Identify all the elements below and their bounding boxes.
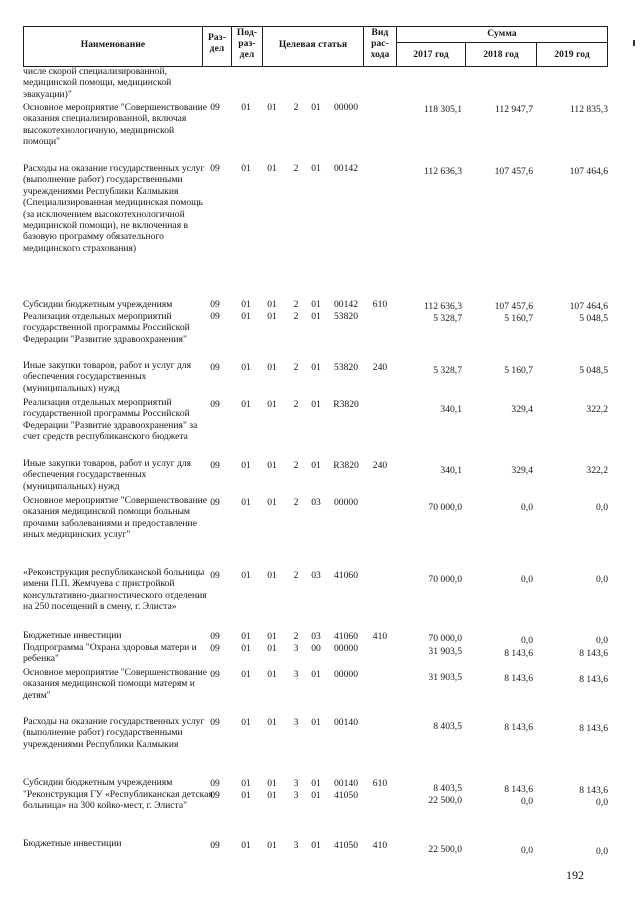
row-9-target-1: 01: [267, 570, 277, 581]
row-8-razdel: 09: [210, 497, 220, 508]
row-4-sum-2017: 5 328,7: [433, 313, 462, 324]
row-13-podrazdel: 01: [241, 717, 251, 728]
row-14-target-4: 00140: [334, 778, 358, 789]
row-3-target-2: 2: [293, 299, 299, 310]
row-13-target-2: 3: [293, 717, 299, 728]
row-8-sum-2019: 0,0: [596, 502, 608, 513]
row-5-target-3: 01: [311, 362, 321, 373]
row-3-target-3: 01: [311, 299, 321, 310]
row-7-name: Иные закупки товаров, работ и услуг для обеспечения государственных (муниципальных) нужд: [23, 458, 192, 492]
row-16-name: Бюджетные инвестиции: [23, 838, 122, 849]
row-12-target-3: 01: [311, 669, 321, 680]
header-name: Наименование: [80, 40, 146, 50]
row-2-sum-2017: 112 636,3: [423, 166, 462, 177]
row-6-target-2: 2: [293, 399, 299, 410]
row-16-vid: 410: [372, 840, 388, 851]
row-6-name: Реализация отдельных мероприятий государственной программы Российской Федерации "Развитие здравоохранения" за счет средств республиканского бюджета: [23, 397, 198, 443]
row-13-sum-2017: 8 403,5: [433, 721, 462, 732]
row-10-razdel: 09: [210, 631, 220, 642]
row-9-sum-2018: 0,0: [521, 574, 533, 585]
row-10-name: Бюджетные инвестиции: [23, 630, 122, 641]
row-7-target-3: 01: [311, 460, 321, 471]
row-2-razdel: 09: [210, 163, 220, 174]
row-7-podrazdel: 01: [241, 460, 251, 471]
row-4-razdel: 09: [210, 311, 220, 322]
row-15-sum-2017: 22 500,0: [428, 795, 462, 806]
row-6-target-4: R3820: [333, 399, 359, 410]
row-15-razdel: 09: [210, 790, 220, 801]
header-podrazdel: [232, 28, 262, 61]
row-4-sum-2018: 5 160,7: [504, 313, 533, 324]
row-13-target-1: 01: [267, 717, 277, 728]
row-6-target-1: 01: [267, 399, 277, 410]
row-1-podrazdel: 01: [241, 102, 251, 113]
row-5-sum-2018: 5 160,7: [504, 365, 533, 376]
row-5-sum-2019: 5 048,5: [579, 365, 608, 376]
row-14-target-1: 01: [267, 778, 277, 789]
row-3-target-4: 00142: [334, 299, 358, 310]
row-6-podrazdel: 01: [241, 399, 251, 410]
row-8-name: Основное мероприятие "Совершенствование оказания медицинской помощи больным прочими заболеваниями и предоставление иных медицинских услуг": [23, 495, 208, 541]
row-4-target-3: 01: [311, 311, 321, 322]
row-5-name: Иные закупки товаров, работ и услуг для обеспечения государственных (муниципальных) нужд: [23, 360, 192, 394]
row-11-target-2: 3: [293, 643, 299, 654]
row-10-sum-2018: 0,0: [521, 635, 533, 646]
row-14-sum-2018: 8 143,6: [504, 784, 533, 795]
row-2-target-1: 01: [267, 163, 277, 174]
header-target: Целевая статья: [278, 40, 348, 50]
row-5-target-1: 01: [267, 362, 277, 373]
row-13-target-3: 01: [311, 717, 321, 728]
row-10-sum-2017: 70 000,0: [428, 633, 462, 644]
row-13-target-4: 00140: [334, 717, 358, 728]
row-4-target-1: 01: [267, 311, 277, 322]
row-11-podrazdel: 01: [241, 643, 251, 654]
row-5-target-4: 53820: [334, 362, 358, 373]
row-12-podrazdel: 01: [241, 669, 251, 680]
row-14-podrazdel: 01: [241, 778, 251, 789]
row-12-sum-2017: 31 903,5: [428, 672, 462, 683]
row-16-target-1: 01: [267, 840, 277, 851]
row-3-razdel: 09: [210, 299, 220, 310]
row-11-sum-2017: 31 903,5: [428, 646, 462, 657]
row-10-target-3: 03: [311, 631, 321, 642]
header-top-rule: [23, 26, 608, 27]
row-7-razdel: 09: [210, 460, 220, 471]
row-1-sum-2018: 112 947,7: [494, 104, 533, 115]
row-4-target-2: 2: [293, 311, 299, 322]
row-5-podrazdel: 01: [241, 362, 251, 373]
row-4-podrazdel: 01: [241, 311, 251, 322]
row-5-vid: 240: [372, 362, 388, 373]
row-7-target-1: 01: [267, 460, 277, 471]
row-6-razdel: 09: [210, 399, 220, 410]
row-14-razdel: 09: [210, 778, 220, 789]
row-12-target-1: 01: [267, 669, 277, 680]
table-header: [0, 0, 640, 70]
row-12-razdel: 09: [210, 669, 220, 680]
row-14-vid: 610: [372, 778, 388, 789]
header-podrazdel-line-1: Под-: [236, 28, 258, 38]
scan-edge-mark: [633, 40, 635, 46]
row-2-target-3: 01: [311, 163, 321, 174]
row-8-sum-2017: 70 000,0: [428, 502, 462, 513]
row-16-podrazdel: 01: [241, 840, 251, 851]
row-2-sum-2019: 107 464,6: [569, 166, 608, 177]
row-7-sum-2019: 322,2: [586, 465, 608, 476]
row-16-target-2: 3: [293, 840, 299, 851]
row-0-name: числе скорой специализированной, медицинской помощи, медицинской эвакуации)": [23, 66, 172, 100]
header-podrazdel-line-2: раз-: [238, 39, 256, 49]
row-9-sum-2019: 0,0: [596, 574, 608, 585]
row-3-vid: 610: [372, 299, 388, 310]
row-11-target-1: 01: [267, 643, 277, 654]
row-9-target-2: 2: [293, 570, 299, 581]
row-9-target-4: 41060: [334, 570, 358, 581]
row-2-target-2: 2: [293, 163, 299, 174]
row-11-sum-2019: 8 143,6: [579, 648, 608, 659]
row-5-target-2: 2: [293, 362, 299, 373]
row-14-target-3: 01: [311, 778, 321, 789]
row-2-podrazdel: 01: [241, 163, 251, 174]
row-12-sum-2019: 8 143,6: [579, 674, 608, 685]
row-7-sum-2018: 329,4: [511, 465, 533, 476]
row-8-target-2: 2: [293, 497, 299, 508]
row-13-name: Расходы на оказание государственных услуг (выполнение работ) государственными учреждениями Республики Калмыкия: [23, 716, 205, 750]
row-4-sum-2019: 5 048,5: [579, 313, 608, 324]
row-6-target-3: 01: [311, 399, 321, 410]
row-11-name: Подпрограмма "Охрана здоровья матери и ребенка": [23, 642, 197, 665]
row-12-target-4: 00000: [334, 669, 358, 680]
row-3-target-1: 01: [267, 299, 277, 310]
row-15-podrazdel: 01: [241, 790, 251, 801]
header-vid-line-1: Вид: [371, 28, 389, 38]
row-15-sum-2018: 0,0: [521, 796, 533, 807]
row-6-sum-2019: 322,2: [586, 404, 608, 415]
row-3-sum-2019: 107 464,6: [569, 301, 608, 312]
row-9-name: «Реконструкция республиканской больницы имени П.П. Жемчуева с пристройкой консультативно-диагностического отделения на 250 посещений в смену, г. Элиста»: [23, 567, 207, 613]
row-3-podrazdel: 01: [241, 299, 251, 310]
row-13-sum-2018: 8 143,6: [504, 722, 533, 733]
row-12-name: Основное мероприятие "Совершенствование оказания медицинской помощи матерям и детям": [23, 667, 208, 701]
row-7-sum-2017: 340,1: [440, 465, 462, 476]
header-podrazdel-line-3: дел: [239, 50, 255, 60]
row-6-sum-2017: 340,1: [440, 404, 462, 415]
row-3-sum-2018: 107 457,6: [494, 301, 533, 312]
row-7-vid: 240: [372, 460, 388, 471]
row-16-target-3: 01: [311, 840, 321, 851]
row-16-target-4: 41050: [334, 840, 358, 851]
row-16-sum-2018: 0,0: [521, 845, 533, 856]
header-razdel-line-2: дел: [209, 44, 225, 54]
row-10-target-4: 41060: [334, 631, 358, 642]
row-3-name: Субсидии бюджетным учреждениям: [23, 299, 173, 310]
row-5-razdel: 09: [210, 362, 220, 373]
row-2-target-4: 00142: [334, 163, 358, 174]
row-3-sum-2017: 112 636,3: [423, 301, 462, 312]
row-2-name: Расходы на оказание государственных услуг (выполнение работ) государственными учреждениями Республики Калмыкия (Специализированная медицинская помощь (за исключением высокотехнологичной медицинской помощи), не включенная в базовую программу обязательного медицинского страхования): [23, 163, 205, 254]
row-15-name: "Реконструкция ГУ «Республиканская детская больница» на 300 койко-мест, г. Элиста": [23, 789, 213, 812]
row-1-target-2: 2: [293, 102, 299, 113]
header-rule-right: [607, 26, 608, 67]
row-4-target-4: 53820: [334, 311, 358, 322]
row-10-target-1: 01: [267, 631, 277, 642]
row-14-target-2: 3: [293, 778, 299, 789]
row-9-target-3: 03: [311, 570, 321, 581]
row-8-target-1: 01: [267, 497, 277, 508]
header-vid-line-2: рас-: [371, 39, 389, 49]
row-8-target-3: 03: [311, 497, 321, 508]
row-2-sum-2018: 107 457,6: [494, 166, 533, 177]
row-11-razdel: 09: [210, 643, 220, 654]
row-10-vid: 410: [372, 631, 388, 642]
row-1-target-4: 00000: [334, 102, 358, 113]
header-vid: [364, 28, 396, 61]
row-11-sum-2018: 8 143,6: [504, 648, 533, 659]
row-15-target-1: 01: [267, 790, 277, 801]
row-13-sum-2019: 8 143,6: [579, 723, 608, 734]
row-16-sum-2017: 22 500,0: [428, 844, 462, 855]
header-year-2018: 2018 год: [483, 50, 519, 60]
row-8-target-4: 00000: [334, 497, 358, 508]
sum-divider-rule: [396, 42, 608, 43]
row-15-target-2: 3: [293, 790, 299, 801]
header-sum: Сумма: [487, 29, 517, 39]
row-10-sum-2019: 0,0: [596, 635, 608, 646]
header-vid-line-3: хода: [370, 50, 390, 60]
row-14-sum-2017: 8 403,5: [433, 783, 462, 794]
row-7-target-4: R3820: [333, 460, 359, 471]
row-12-target-2: 3: [293, 669, 299, 680]
header-year-2017: 2017 год: [413, 50, 449, 60]
row-1-sum-2019: 112 835,3: [569, 104, 608, 115]
row-9-razdel: 09: [210, 570, 220, 581]
row-1-sum-2017: 118 305,1: [423, 104, 462, 115]
header-razdel: [203, 33, 231, 55]
row-15-target-3: 01: [311, 790, 321, 801]
row-10-target-2: 2: [293, 631, 299, 642]
header-razdel-line-1: Раз-: [208, 33, 226, 43]
row-11-target-4: 00000: [334, 643, 358, 654]
row-16-sum-2019: 0,0: [596, 846, 608, 857]
row-1-razdel: 09: [210, 102, 220, 113]
row-1-target-3: 01: [311, 102, 321, 113]
row-14-name: Субсидии бюджетным учреждениям: [23, 777, 173, 788]
row-10-podrazdel: 01: [241, 631, 251, 642]
row-13-razdel: 09: [210, 717, 220, 728]
row-9-podrazdel: 01: [241, 570, 251, 581]
row-9-sum-2017: 70 000,0: [428, 574, 462, 585]
row-1-name: Основное мероприятие "Совершенствование оказания специализированной, включая высокотехнологичную, медицинской помощи": [23, 102, 208, 148]
row-16-razdel: 09: [210, 840, 220, 851]
row-8-podrazdel: 01: [241, 497, 251, 508]
row-12-sum-2018: 8 143,6: [504, 673, 533, 684]
row-15-sum-2019: 0,0: [596, 797, 608, 808]
row-7-target-2: 2: [293, 460, 299, 471]
header-year-2019: 2019 год: [554, 50, 590, 60]
row-6-sum-2018: 329,4: [511, 404, 533, 415]
row-11-target-3: 00: [311, 643, 321, 654]
row-4-name: Реализация отдельных мероприятий государственной программы Российской Федерации "Развитие здравоохранения": [23, 311, 190, 345]
row-1-target-1: 01: [267, 102, 277, 113]
row-5-sum-2017: 5 328,7: [433, 365, 462, 376]
row-14-sum-2019: 8 143,6: [579, 785, 608, 796]
page-number: 192: [566, 868, 584, 882]
row-15-target-4: 41050: [334, 790, 358, 801]
row-8-sum-2018: 0,0: [521, 502, 533, 513]
